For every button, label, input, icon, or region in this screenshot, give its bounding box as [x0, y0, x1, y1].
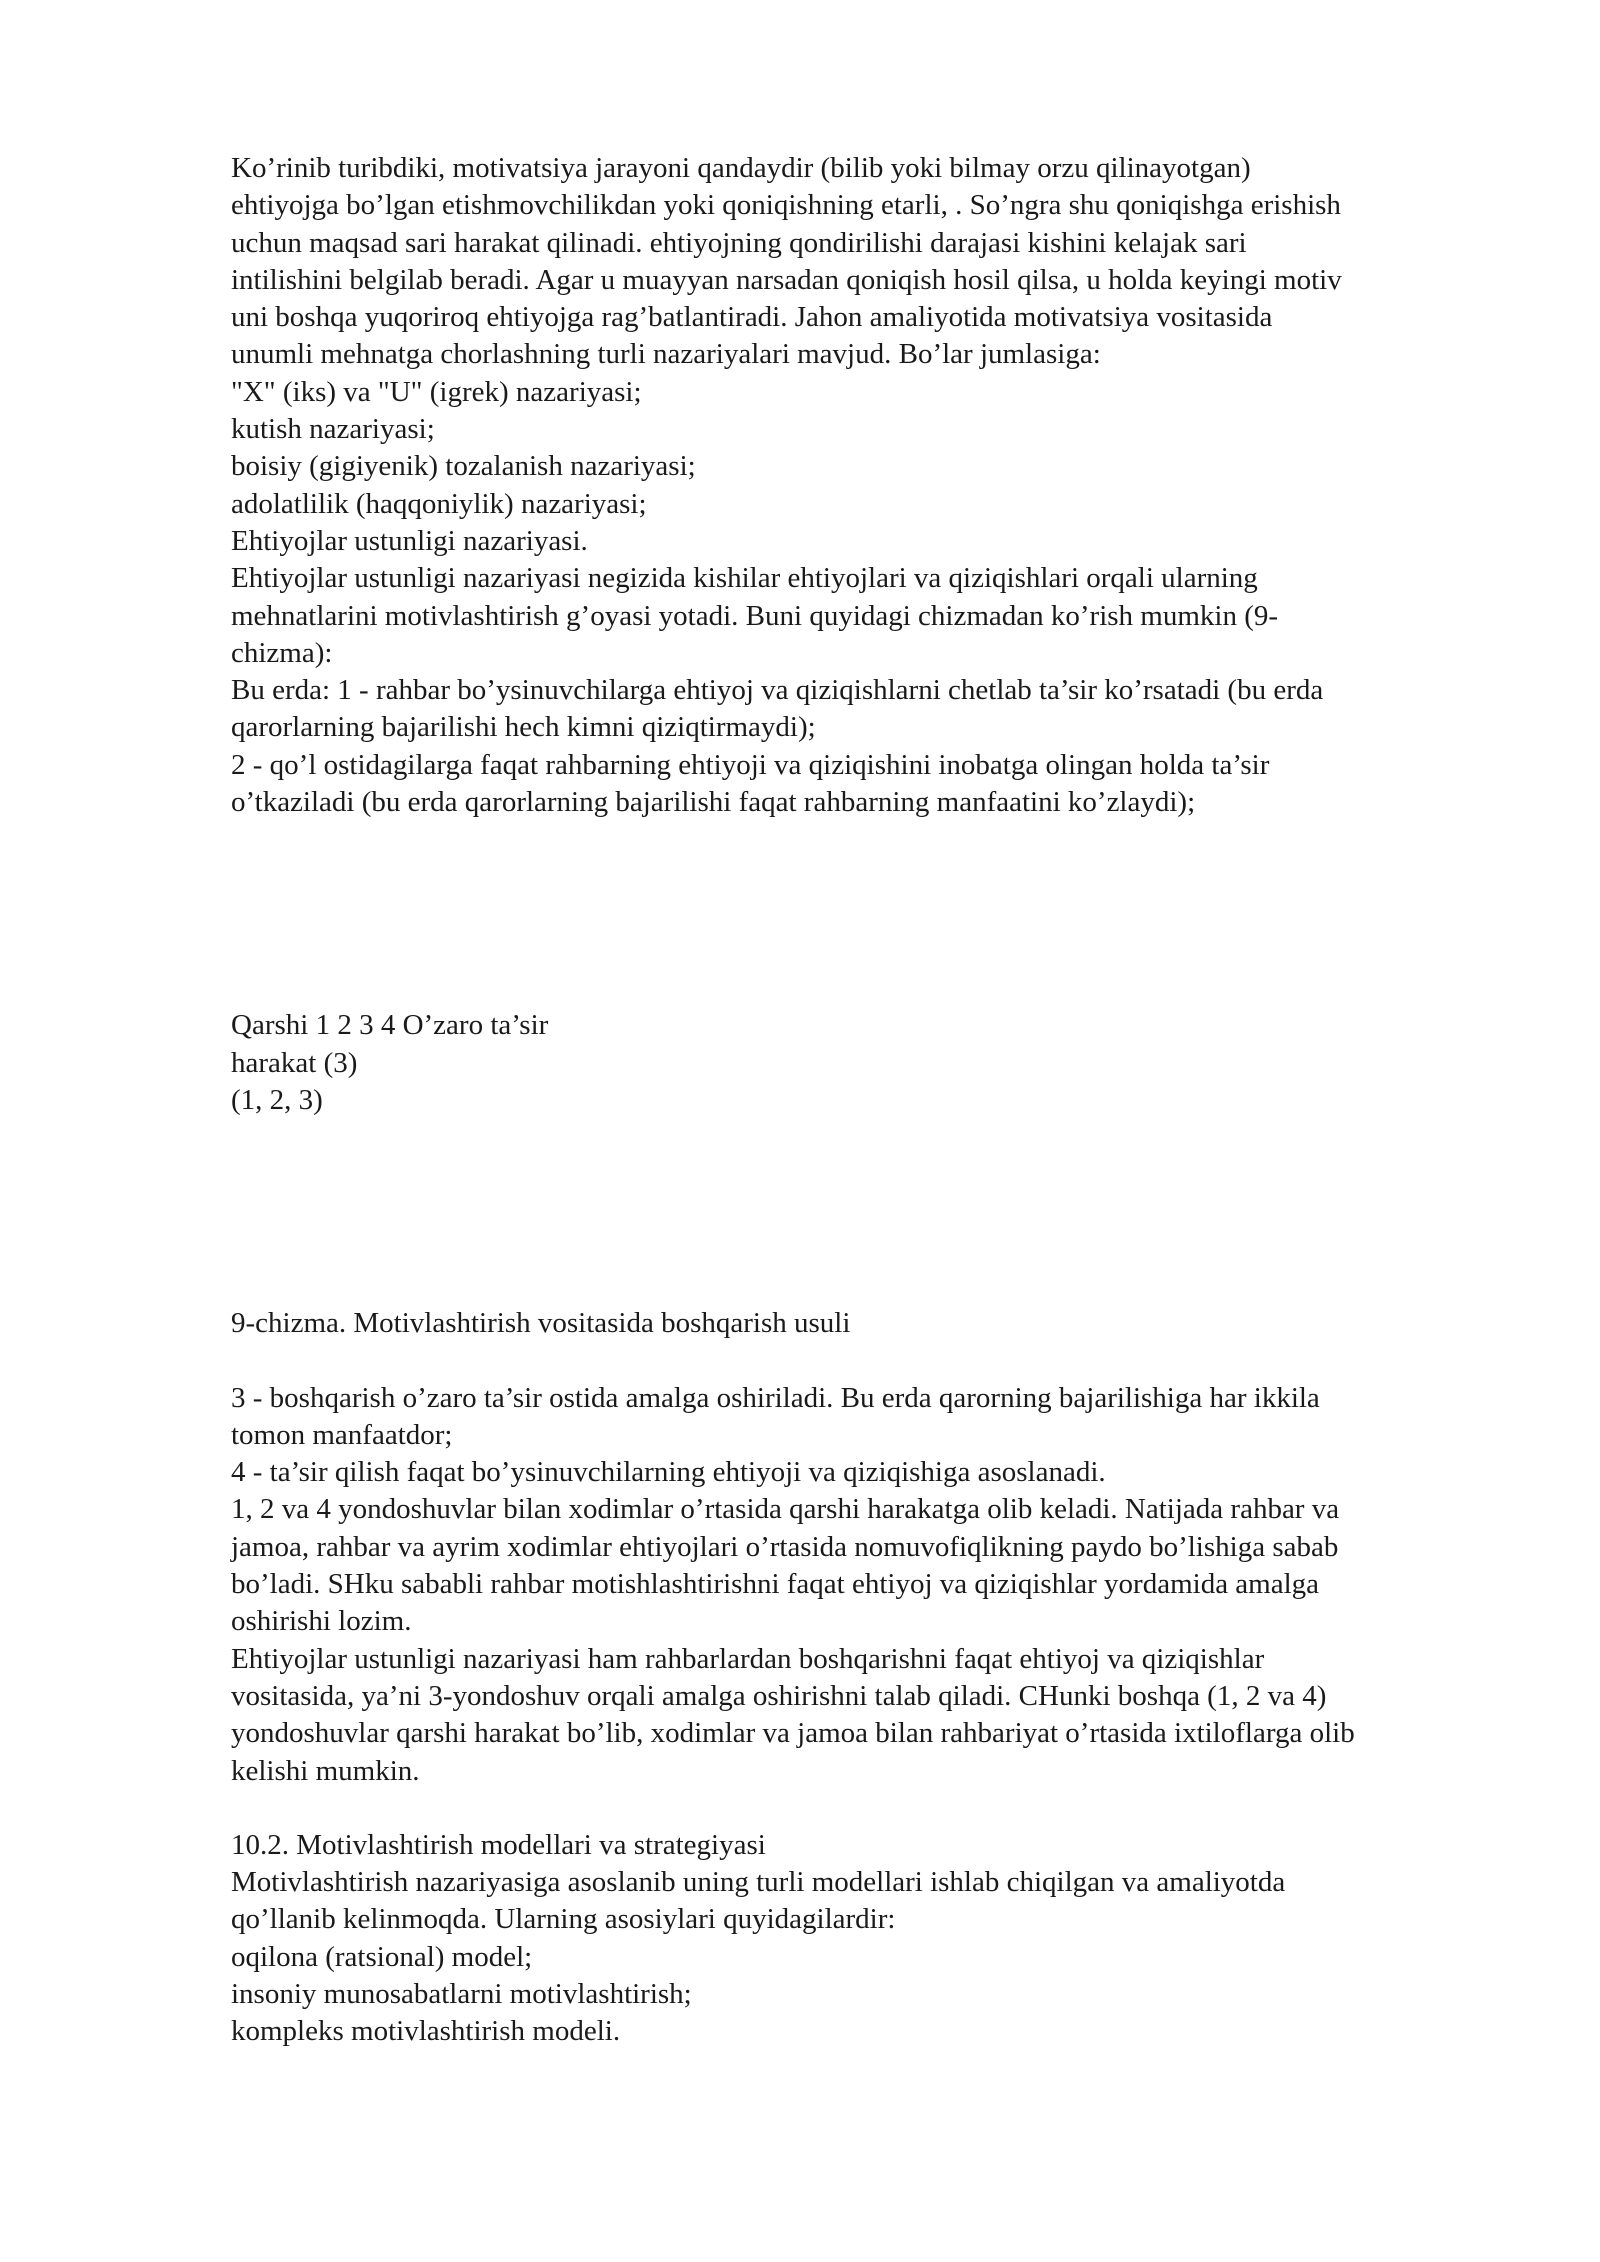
text-line: 4 - ta’sir qilish faqat bo’ysinuvchilarning ehtiyoji va qiziqishiga asoslanadi.: [231, 1456, 1106, 1489]
text-line: bo’ladi. SHku sababli rahbar motishlashtirishni faqat ehtiyoj va qiziqishlar yordamida amalga: [231, 1568, 1320, 1601]
text-line: vositasida, ya’ni 3-yondoshuv orqali amalga oshirishni talab qiladi. CHunki boshqa (1, 2 va 4): [231, 1679, 1327, 1712]
text-line: kelishi mumkin.: [231, 1754, 420, 1787]
list-item: Ehtiyojlar ustunligi nazariyasi.: [231, 524, 588, 557]
text-line: 3 - boshqarish o’zaro ta’sir ostida amalga oshiriladi. Bu erda qarorning bajarilishiga har ikkila: [231, 1381, 1320, 1414]
explanation-block: [231, 1380, 1531, 1790]
text-line: yondoshuvlar qarshi harakat bo’lib, xodimlar va jamoa bilan rahbariyat o’rtasida ixtiloflarga olib: [231, 1717, 1355, 1750]
text-line: intilishini belgilab beradi. Agar u muayyan narsadan qoniqish hosil qilsa, u holda keyingi motiv: [231, 263, 1342, 296]
figure-label: (1, 2, 3): [231, 1083, 323, 1116]
blank-line: [231, 1343, 1531, 1380]
list-item: "X" (iks) va "U" (igrek) nazariyasi;: [231, 375, 642, 408]
list-item: kompleks motivlashtirish modeli.: [231, 2015, 621, 2048]
figure-label: Qarshi 1 2 3 4 O’zaro ta’sir: [231, 1009, 549, 1042]
section-heading: 10.2. Motivlashtirish modellari va strategiyasi: [231, 1828, 766, 1861]
section-block: [231, 1827, 1531, 2051]
figure-caption: 9-chizma. Motivlashtirish vositasida boshqarish usuli: [231, 1307, 851, 1340]
figure-blank-space: [231, 1119, 1531, 1305]
text-line: Ehtiyojlar ustunligi nazariyasi ham rahbarlardan boshqarishni faqat ehtiyoj va qiziqishlar: [231, 1642, 1265, 1675]
blank-line: [231, 1790, 1531, 1827]
text-line: chizma):: [231, 636, 333, 669]
list-item: boisiy (gigiyenik) tozalanish nazariyasi;: [231, 450, 696, 483]
text-line: mehnatlarini motivlashtirish g’oyasi yotadi. Buni quyidagi chizmadan ko’rish mumkin (9-: [231, 599, 1279, 632]
text-line: qarorlarning bajarilishi hech kimni qiziqtirmaydi);: [231, 711, 816, 744]
text-line: jamoa, rahbar va ayrim xodimlar ehtiyojlari o’rtasida nomuvofiqlikning paydo bo’lishiga sabab: [231, 1530, 1339, 1563]
intro-block: [231, 150, 1531, 821]
text-line: qo’llanib kelinmoqda. Ularning asosiylari quyidagilardir:: [231, 1903, 896, 1936]
text-line: uchun maqsad sari harakat qilinadi. ehtiyojning qondirilishi darajasi kishini kelajak sari: [231, 226, 1247, 259]
text-line: tomon manfaatdor;: [231, 1418, 453, 1451]
text-line: Ko’rinib turibdiki, motivatsiya jarayoni qandaydir (bilib yoki bilmay orzu qilinayotgan): [231, 152, 1251, 184]
text-line: 1, 2 va 4 yondoshuvlar bilan xodimlar o’rtasida qarshi harakatga olib keladi. Natijada rahbar va: [231, 1493, 1340, 1526]
list-item: oqilona (ratsional) model;: [231, 1940, 533, 1973]
figure-label: harakat (3): [231, 1046, 358, 1079]
list-item: kutish nazariyasi;: [231, 413, 435, 446]
figure-text-block: [231, 1007, 1531, 1119]
text-line: Motivlashtirish nazariyasiga asoslanib uning turli modellari ishlab chiqilgan va amaliyotda: [231, 1866, 1286, 1899]
text-line: Bu erda: 1 - rahbar bo’ysinuvchilarga ehtiyoj va qiziqishlarni chetlab ta’sir ko’rsatadi (bu erda: [231, 674, 1324, 707]
document-page: [231, 150, 1531, 2051]
text-line: unumli mehnatga chorlashning turli nazariyalari mavjud. Bo’lar jumlasiga:: [231, 338, 1101, 371]
text-line: ehtiyojga bo’lgan etishmovchilikdan yoki qoniqishning etarli, . So’ngra shu qoniqishga erishish: [231, 189, 1341, 222]
text-line: oshirishi lozim.: [231, 1605, 412, 1638]
figure-blank-space: [231, 821, 1531, 1007]
text-line: uni boshqa yuqoriroq ehtiyojga rag’batlantiradi. Jahon amaliyotida motivatsiya vositasida: [231, 301, 1273, 334]
list-item: adolatlilik (haqqoniylik) nazariyasi;: [231, 487, 647, 520]
text-line: o’tkaziladi (bu erda qarorlarning bajarilishi faqat rahbarning manfaatini ko’zlaydi);: [231, 786, 1196, 819]
text-line: 2 - qo’l ostidagilarga faqat rahbarning ehtiyoji va qiziqishini inobatga olingan holda ta’sir: [231, 748, 1270, 781]
list-item: insoniy munosabatlarni motivlashtirish;: [231, 1977, 692, 2010]
text-line: Ehtiyojlar ustunligi nazariyasi negizida kishilar ehtiyojlari va qiziqishlari orqali ularning: [231, 562, 1258, 595]
